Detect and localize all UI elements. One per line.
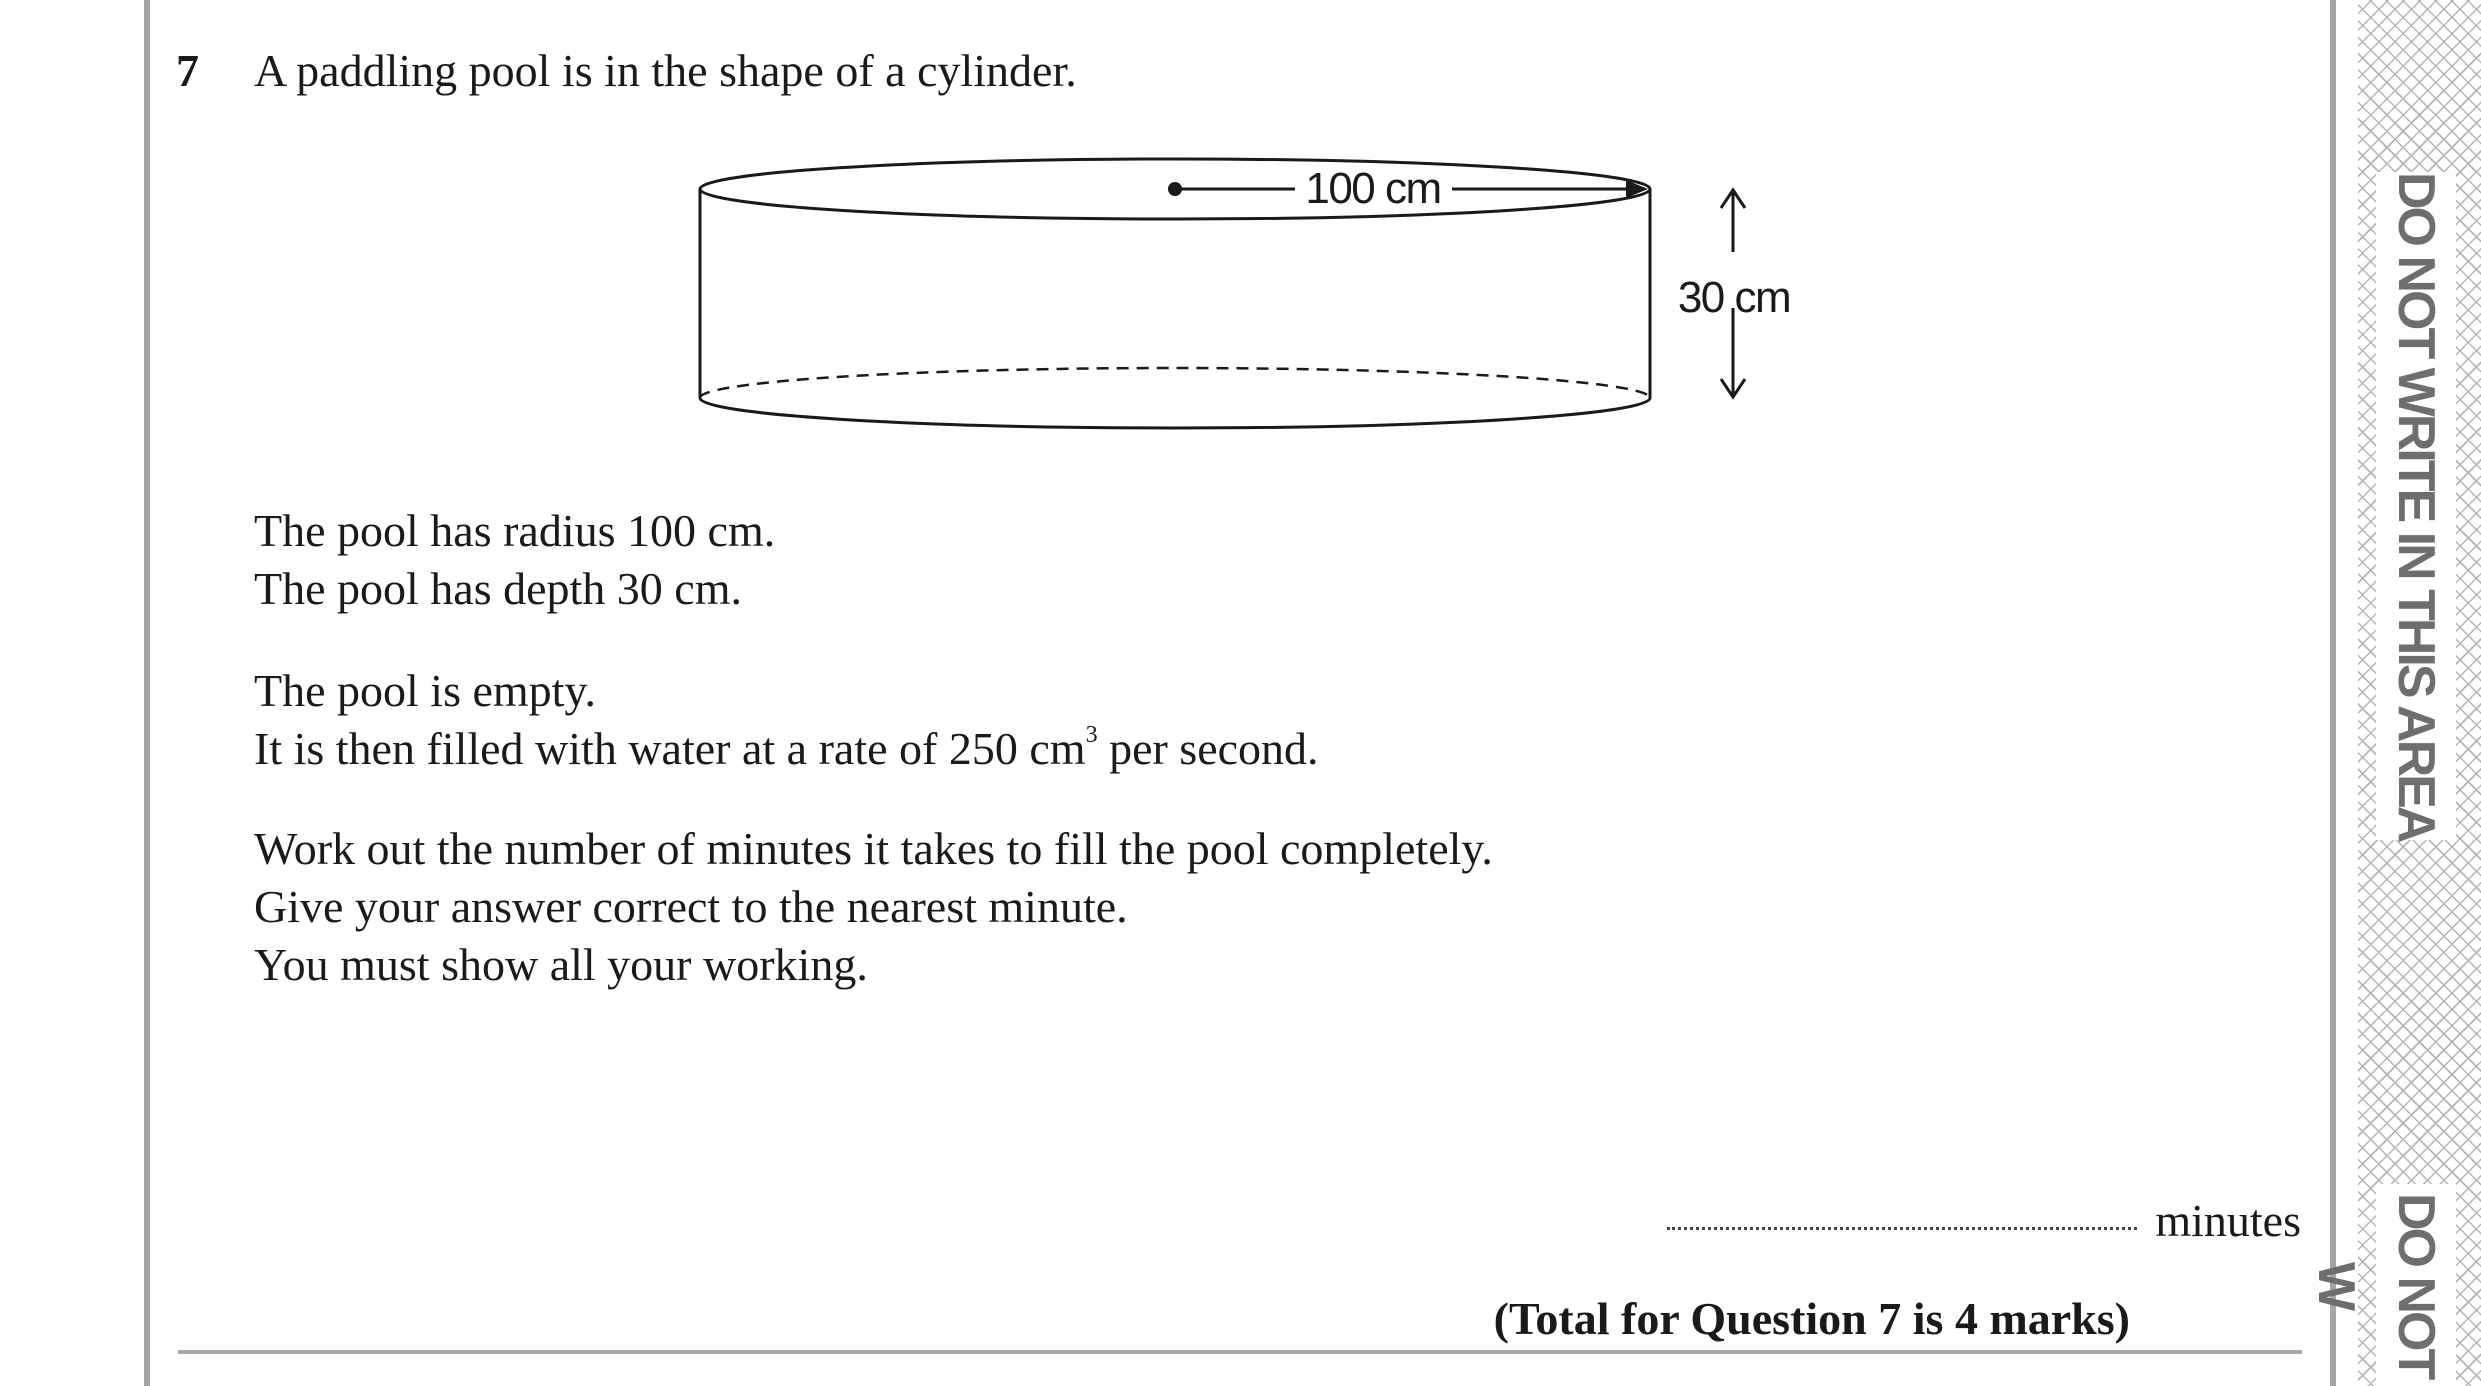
depth-label: 30 cm (1677, 273, 1791, 322)
radius-statement: The pool has radius 100 cm. (254, 505, 776, 556)
instruction-line: Give your answer correct to the nearest minute. (254, 881, 1128, 932)
depth-statement: The pool has depth 30 cm. (254, 563, 743, 614)
instruction-line: You must show all your working. (254, 939, 868, 990)
pool-dimensions (254, 502, 775, 618)
question-divider (178, 1350, 2302, 1354)
instructions (254, 820, 1493, 994)
cubed-superscript: 3 (1085, 722, 1098, 748)
instruction-line: Work out the number of minutes it takes to fill the pool completely. (254, 823, 1493, 874)
rate-statement (254, 720, 1319, 786)
question-intro: A paddling pool is in the shape of a cylinder. (254, 45, 1077, 96)
cylinder-diagram (680, 150, 1810, 440)
answer-row (1667, 1192, 2301, 1250)
radius-label: 100 cm (1305, 164, 1441, 213)
rate-text-end: per second. (1097, 723, 1319, 774)
margin-border (2330, 0, 2336, 1386)
page-left-border (144, 0, 150, 1386)
answer-line[interactable] (1667, 1227, 2137, 1230)
total-marks: (Total for Question 7 is 4 marks) (1493, 1293, 2130, 1344)
empty-statement: The pool is empty. (254, 665, 596, 716)
answer-unit: minutes (2155, 1195, 2301, 1246)
question-number: 7 (176, 45, 199, 96)
cylinder-bottom-back (700, 368, 1650, 398)
do-not-write-warning: DO NOT WRITE IN THIS AREA (2376, 172, 2456, 840)
fill-information (254, 662, 1319, 786)
rate-text: It is then filled with water at a rate of 250 cm (254, 723, 1086, 774)
cylinder-bottom-front (700, 398, 1650, 428)
do-not-write-warning-partial: DO NOT W (2376, 1184, 2456, 1386)
